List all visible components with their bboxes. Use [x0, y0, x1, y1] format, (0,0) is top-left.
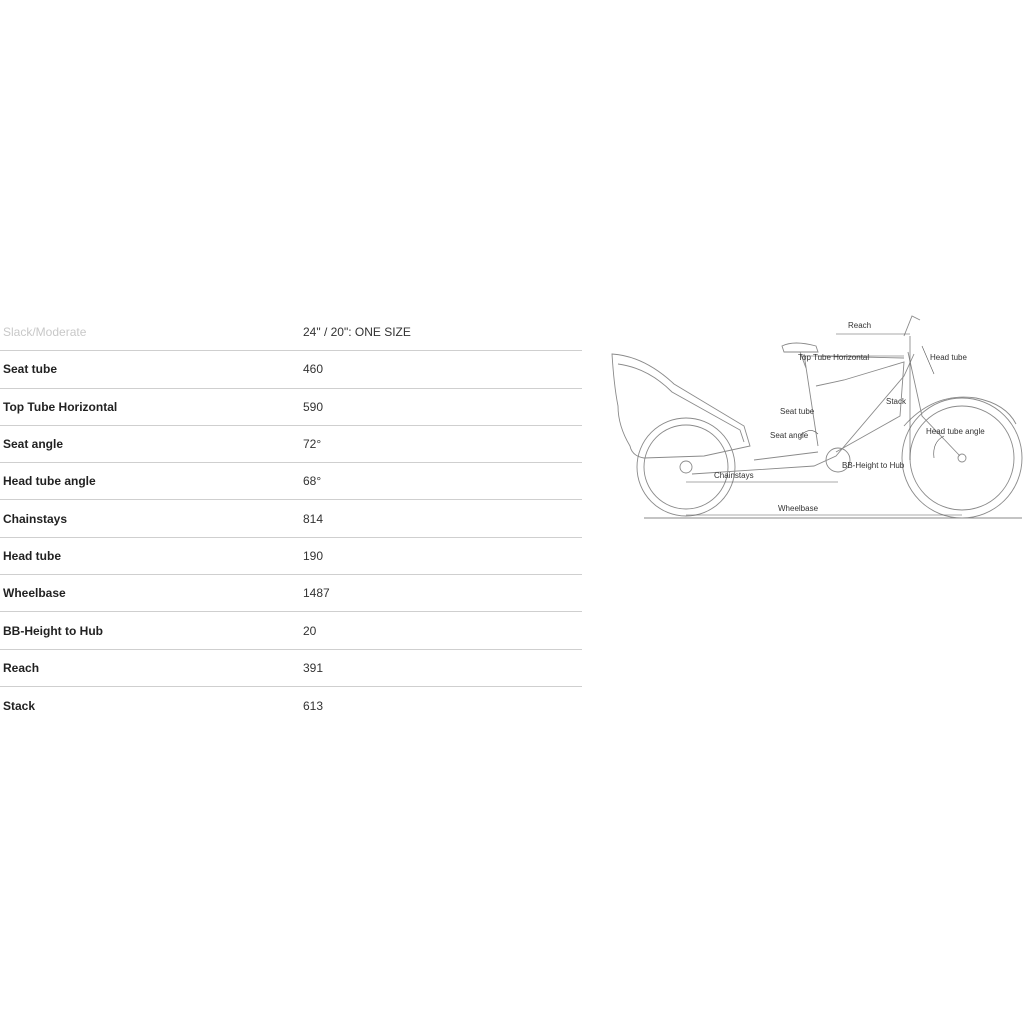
size-value-label: 24" / 20": ONE SIZE: [303, 325, 411, 340]
table-row: [0, 650, 582, 687]
row-value: 590: [303, 399, 324, 414]
table-row: [0, 538, 582, 575]
cargo-wheel-hub: [680, 461, 692, 473]
cargo-box-outline: [612, 354, 750, 458]
label-reach: Reach: [848, 321, 872, 330]
row-label: Top Tube Horizontal: [3, 399, 118, 414]
row-label: Seat angle: [3, 437, 64, 452]
cargo-wheel-inner: [644, 425, 728, 509]
label-seat-tube: Seat tube: [780, 407, 815, 416]
row-value: 1487: [303, 586, 330, 601]
table-row: [0, 500, 582, 537]
row-label: Seat tube: [3, 362, 58, 377]
row-label: Reach: [3, 660, 40, 675]
row-value: 460: [303, 362, 324, 377]
geometry-table: [0, 314, 582, 724]
head-angle-arc: [934, 436, 944, 458]
row-label: Head tube angle: [3, 474, 96, 489]
cargo-box-inner: [618, 364, 744, 442]
table-row: [0, 351, 582, 388]
row-label: Chainstays: [3, 511, 68, 526]
down-tube: [754, 452, 818, 460]
row-value: 190: [303, 548, 324, 563]
row-label: Wheelbase: [3, 586, 66, 601]
table-row: [0, 612, 582, 649]
row-label: BB-Height to Hub: [3, 623, 103, 638]
cargo-wheel-outer: [637, 418, 735, 516]
fork: [908, 352, 960, 456]
row-value: 20: [303, 623, 317, 638]
row-value: 391: [303, 660, 324, 675]
label-head-tube: Head tube: [930, 353, 967, 362]
row-label: Head tube: [3, 548, 62, 563]
row-value: 814: [303, 511, 324, 526]
bike-drawing: [604, 306, 1024, 526]
size-category-label: Slack/Moderate: [3, 325, 87, 340]
row-value: 72°: [303, 437, 322, 452]
table-row: [0, 575, 582, 612]
label-top-tube: Top Tube Horizontal: [798, 353, 870, 362]
table-row: [0, 389, 582, 426]
row-value: 613: [303, 698, 324, 713]
table-header-row: [0, 314, 582, 351]
frame-body: [816, 362, 904, 452]
table-row: [0, 426, 582, 463]
label-bb-height: BB-Height to Hub: [842, 461, 905, 470]
label-head-tube-angle: Head tube angle: [926, 427, 985, 436]
label-stack: Stack: [886, 397, 907, 406]
bike-geometry-diagram: [604, 306, 1024, 526]
handlebar: [904, 316, 920, 336]
rear-wheel-outer: [902, 398, 1022, 518]
table-row: [0, 687, 582, 724]
table-row: [0, 463, 582, 500]
label-seat-angle: Seat angle: [770, 431, 809, 440]
saddle: [782, 343, 818, 352]
label-chainstays: Chainstays: [714, 471, 754, 480]
label-wheelbase: Wheelbase: [778, 504, 819, 513]
row-value: 68°: [303, 474, 322, 489]
rear-wheel-inner: [910, 406, 1014, 510]
row-label: Stack: [3, 698, 36, 713]
